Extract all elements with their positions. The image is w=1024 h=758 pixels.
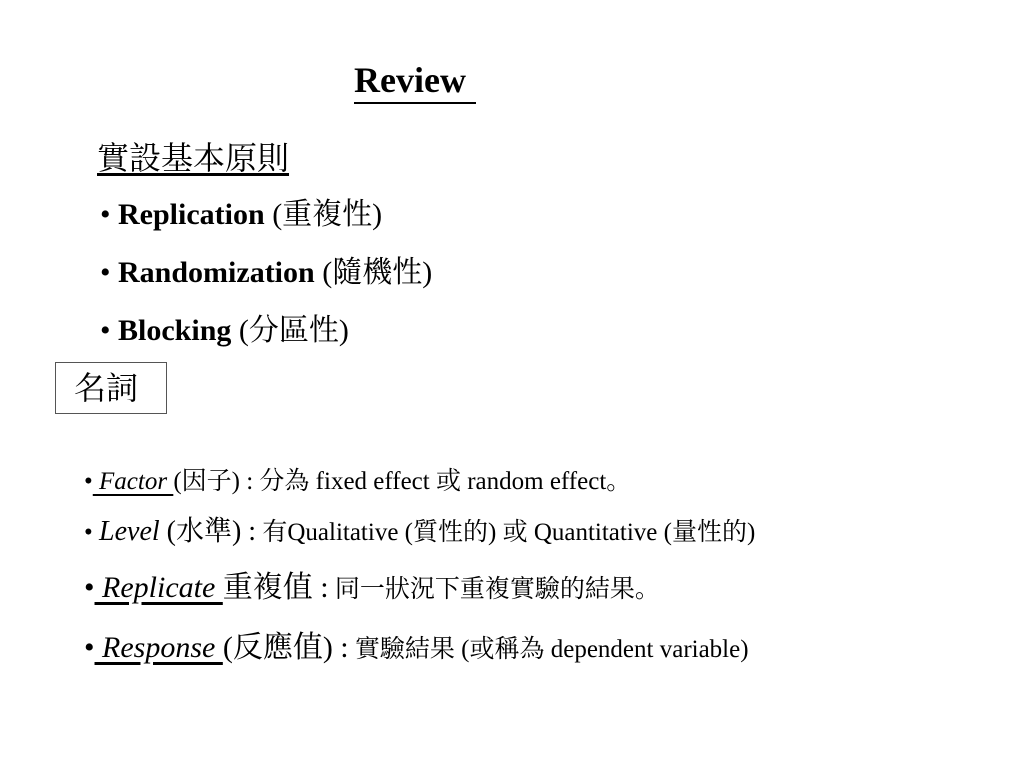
bullet: •: [84, 468, 93, 495]
principle-chinese: (重複性): [264, 198, 383, 231]
page-title: Review: [354, 58, 476, 104]
term-chinese: 重複值 :: [222, 571, 329, 604]
term-description: 有Qualitative (質性的) 或 Quantitative (量性的): [256, 519, 756, 546]
bullet: •: [84, 571, 95, 604]
term-name: Factor: [92, 468, 174, 495]
term-chinese: (反應值) :: [222, 631, 349, 664]
term-chinese: (水準) :: [159, 516, 257, 547]
term-level: [84, 516, 755, 549]
principles-heading: 實設基本原則: [97, 140, 290, 176]
term-response: [84, 632, 749, 666]
principle-term: Blocking: [118, 314, 232, 347]
principle-item-blocking: [100, 312, 349, 350]
term-description: 分為 fixed effect 或 random effect。: [253, 468, 632, 495]
term-description: 實驗結果 (或稱為 dependent variable): [348, 636, 749, 663]
principle-chinese: (分區性): [231, 314, 349, 347]
term-chinese: (因子) :: [173, 468, 254, 495]
term-name: Response: [94, 631, 223, 664]
principle-term: Randomization: [118, 256, 315, 289]
terms-box: 名詞: [55, 362, 167, 414]
term-replicate: [84, 572, 660, 606]
principle-item-replication: [100, 196, 382, 234]
bullet: •: [84, 631, 95, 664]
bullet: •: [100, 314, 119, 347]
term-description: 同一狀況下重複實驗的結果。: [328, 576, 660, 603]
term-factor: [84, 466, 631, 498]
term-name: Replicate: [94, 571, 223, 604]
principle-chinese: (隨機性): [314, 256, 433, 289]
principle-item-randomization: [100, 254, 432, 292]
principle-term: Replication: [118, 198, 265, 231]
bullet: •: [84, 519, 100, 546]
bullet: •: [100, 198, 119, 231]
bullet: •: [100, 256, 119, 289]
term-name: Level: [99, 516, 160, 547]
